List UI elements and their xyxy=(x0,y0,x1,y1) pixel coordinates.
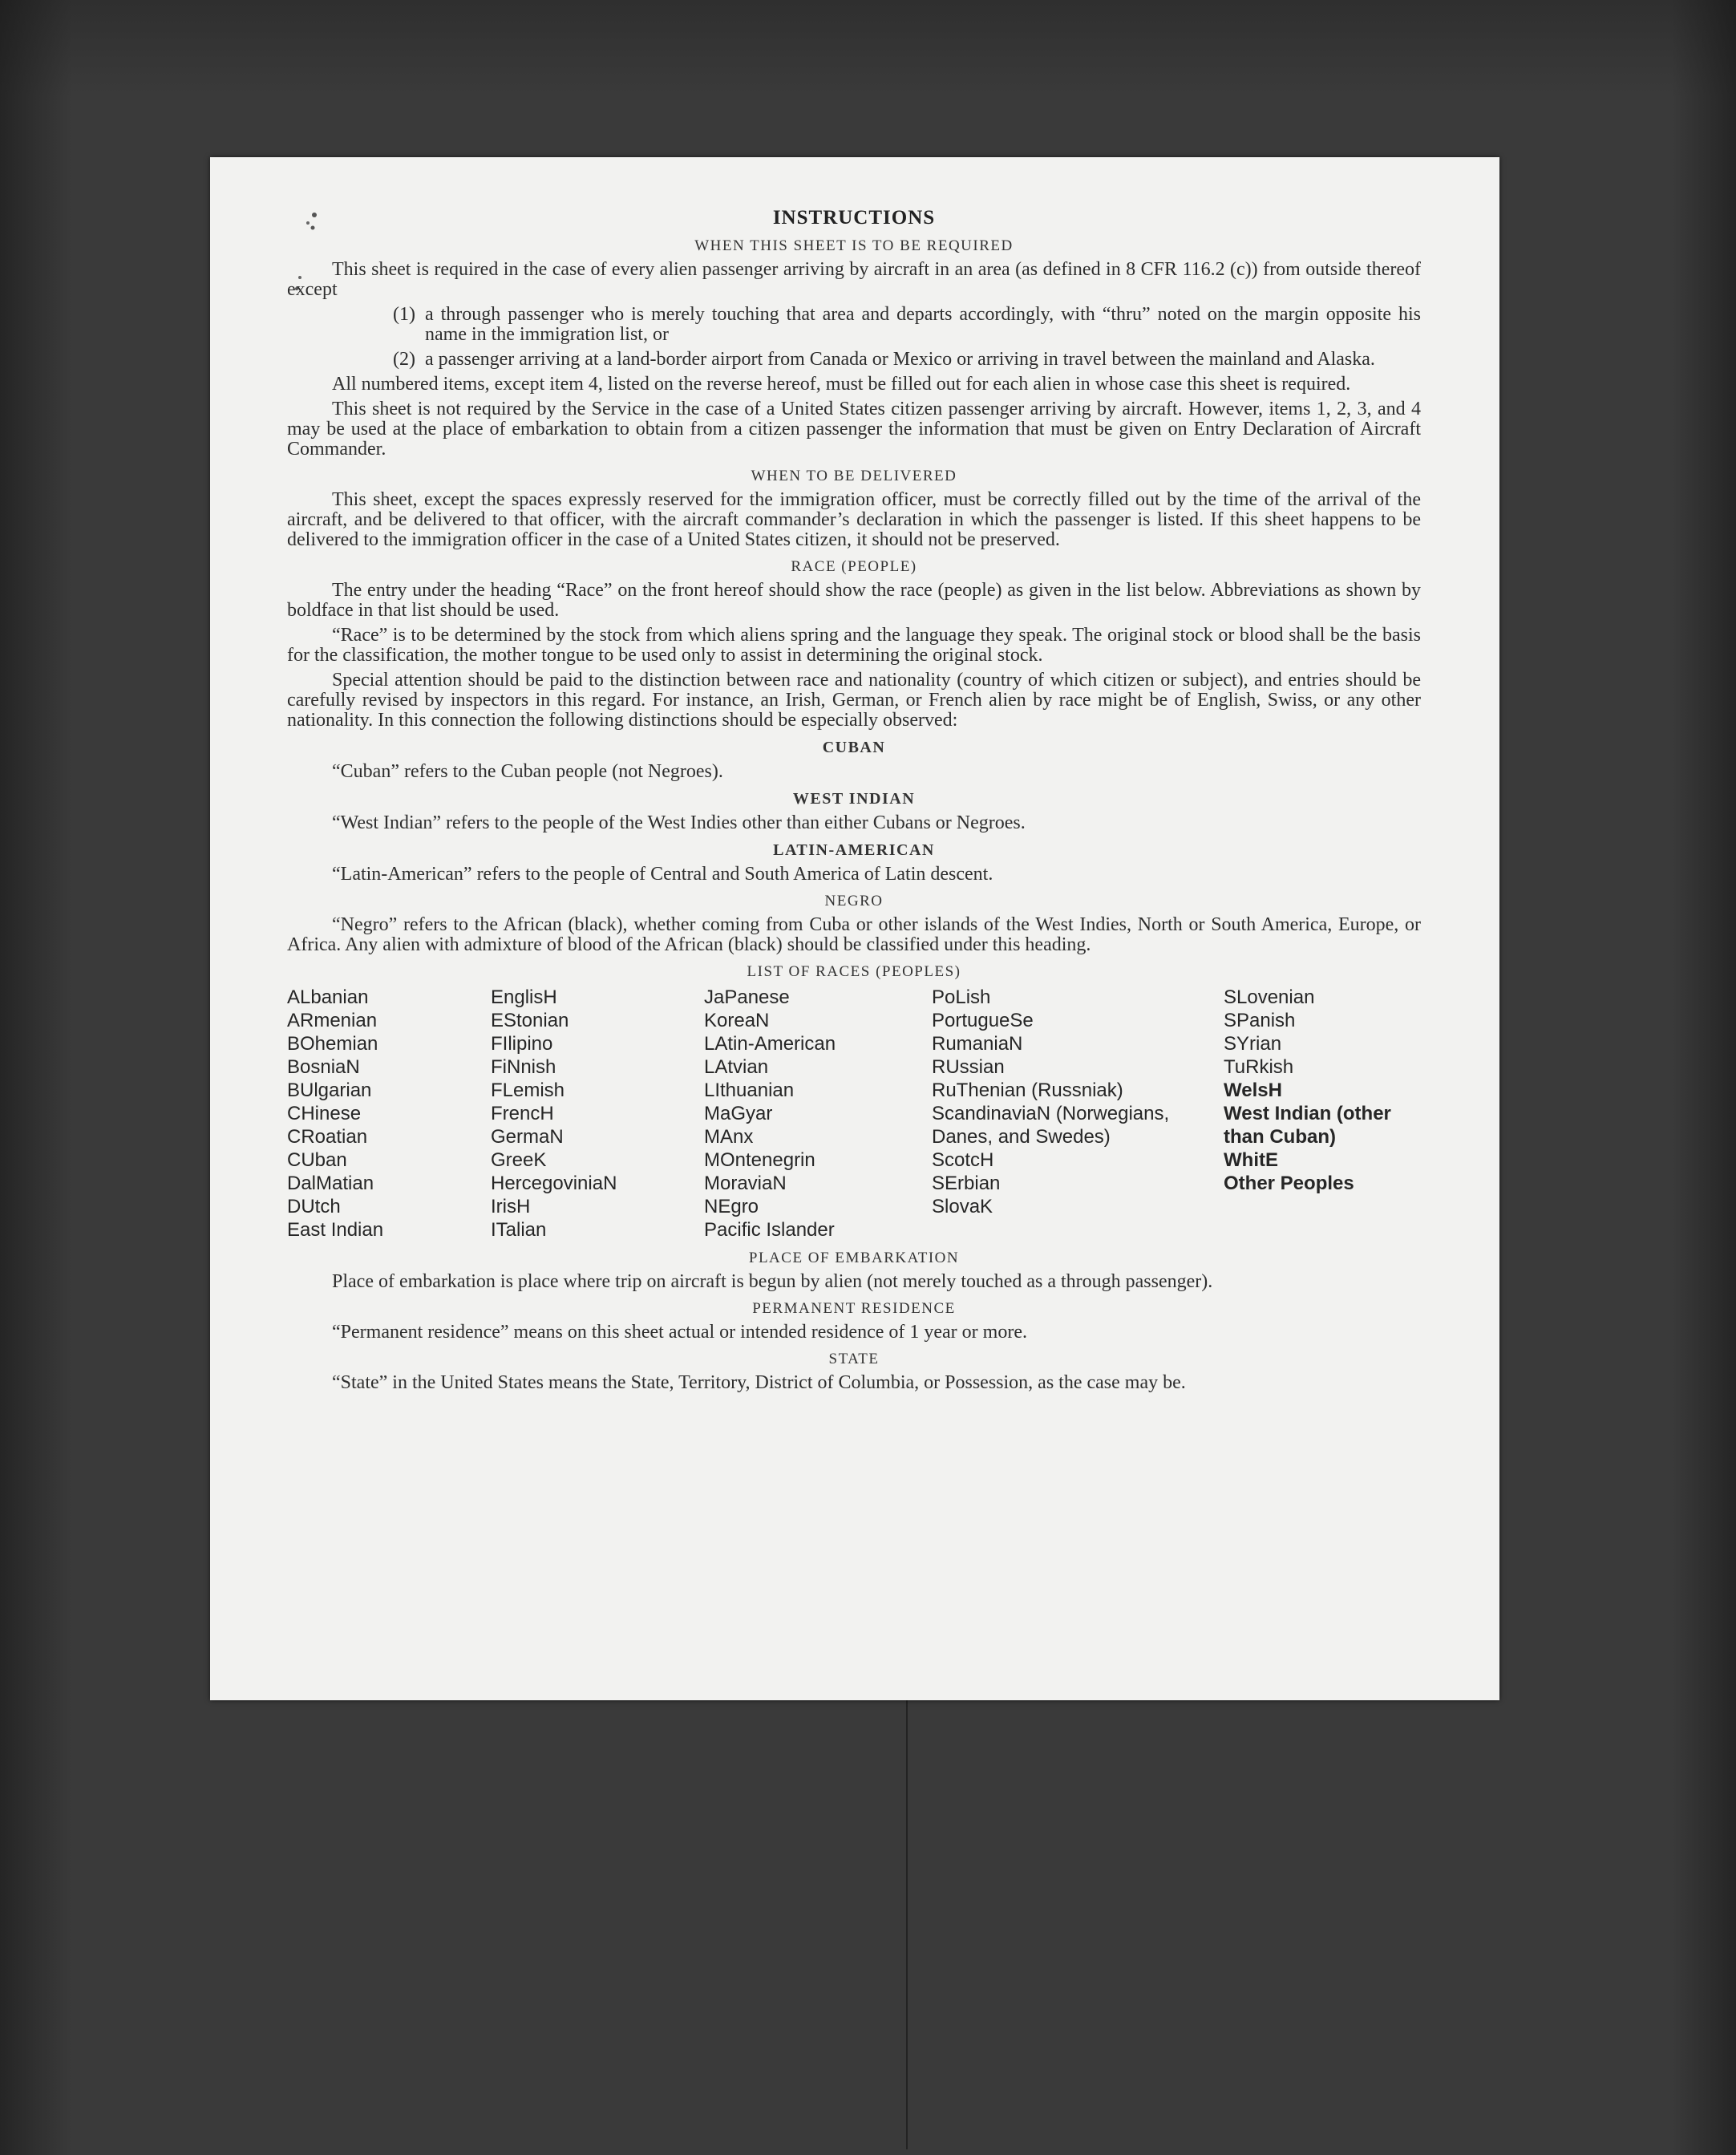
race-entry: CRoatian xyxy=(287,1126,368,1148)
race-entry: WelsH xyxy=(1224,1080,1282,1101)
race-entry: JaPanese xyxy=(704,986,790,1008)
race-entry: BUlgarian xyxy=(287,1080,372,1101)
instructions-content xyxy=(287,207,1421,1398)
when-required-intro: This sheet is required in the case of every alien passenger arriving by aircraft in an area (as defined in 8 CFR 116.2 (c)) from outside thereof except xyxy=(287,259,1421,300)
race-entry: GreeK xyxy=(491,1149,547,1171)
negro-text: “Negro” refers to the African (black), whether coming from Cuba or other islands of the West Indies, North or South America, Europe, or Africa. Any alien with admixture of blood of the African (black) should be classified under this heading. xyxy=(287,914,1421,955)
races-column-5 xyxy=(1224,986,1421,1242)
race-entry: RuThenian (Russniak) xyxy=(932,1080,1123,1101)
section-heading-west-indian: WEST INDIAN xyxy=(792,790,916,808)
race-entry: PoLish xyxy=(932,986,991,1008)
race-entry: FrencH xyxy=(491,1103,554,1124)
exception-text: a passenger arriving at a land-border airport from Canada or Mexico or arriving in travel between the mainland and Alaska. xyxy=(425,349,1375,370)
race-entry: Other Peoples xyxy=(1224,1173,1354,1194)
race-paragraph-2: “Race” is to be determined by the stock from which aliens spring and the language they speak. The original stock or blood shall be the basis for the classification, the mother tongue to be used only to assist in determining the original stock. xyxy=(287,625,1421,666)
race-entry: LAtvian xyxy=(704,1056,769,1078)
race-entry: MoraviaN xyxy=(704,1173,787,1194)
race-entry: MOntenegrin xyxy=(704,1149,815,1171)
race-entry: BosniaN xyxy=(287,1056,360,1078)
cuban-text: “Cuban” refers to the Cuban people (not Negroes). xyxy=(332,761,723,782)
race-entry: RumaniaN xyxy=(932,1033,1023,1055)
embarkation-text: Place of embarkation is place where trip on aircraft is begun by alien (not merely touched as a through passenger). xyxy=(332,1271,1213,1292)
race-entry: CHinese xyxy=(287,1103,362,1124)
race-entry: RUssian xyxy=(932,1056,1005,1078)
race-entry: FIlipino xyxy=(491,1033,553,1055)
exception-text: a through passenger who is merely touching that area and departs accordingly, with “thru” noted on the margin opposite his name in the immigration list, or xyxy=(425,304,1421,345)
race-entry: West Indian (other than Cuban) xyxy=(1224,1103,1391,1148)
races-column-1 xyxy=(287,986,491,1242)
race-entry: ALbanian xyxy=(287,986,369,1008)
races-column-3 xyxy=(704,986,932,1242)
west-indian-text: “West Indian” refers to the people of the West Indies other than either Cubans or Negroes. xyxy=(332,812,1026,833)
races-column-2 xyxy=(491,986,704,1242)
exception-number: (2) xyxy=(393,349,415,370)
race-entry: Pacific Islander xyxy=(704,1219,835,1241)
race-entry: ScandinaviaN (Norwegians, Danes, and Swedes) xyxy=(932,1103,1170,1148)
exception-number: (1) xyxy=(393,304,415,325)
races-column-4 xyxy=(932,986,1224,1242)
section-heading-race: RACE (PEOPLE) xyxy=(791,558,917,575)
section-heading-when-delivered: WHEN TO BE DELIVERED xyxy=(751,468,957,484)
race-entry: SLovenian xyxy=(1224,986,1315,1008)
race-entry: ITalian xyxy=(491,1219,547,1241)
race-entry: CUban xyxy=(287,1149,347,1171)
race-entry: FLemish xyxy=(491,1080,565,1101)
race-entry: ARmenian xyxy=(287,1010,378,1031)
race-entry: East Indian xyxy=(287,1219,384,1241)
numbered-items-paragraph: All numbered items, except item 4, listed on the reverse hereof, must be filled out for each alien in whose case this sheet is required. xyxy=(332,374,1351,395)
race-entry: SPanish xyxy=(1224,1010,1296,1031)
section-heading-negro: NEGRO xyxy=(824,893,884,909)
race-entry: DalMatian xyxy=(287,1173,374,1194)
section-heading-residence: PERMANENT RESIDENCE xyxy=(752,1300,956,1317)
race-entry: EnglisH xyxy=(491,986,557,1008)
instruction-sheet xyxy=(210,157,1499,1700)
citizen-paragraph: This sheet is not required by the Service in the case of a United States citizen passenger arriving by aircraft. However, items 1, 2, 3, and 4 may be used at the place of embarkation to obtain from a citizen passenger the information that must be given on Entry Declaration of Aircraft Commander. xyxy=(287,399,1421,460)
section-heading-when-required: WHEN THIS SHEET IS TO BE REQUIRED xyxy=(694,237,1014,254)
race-entry: NEgro xyxy=(704,1196,759,1217)
section-heading-latin-american: LATIN-AMERICAN xyxy=(773,841,935,859)
race-entry: MaGyar xyxy=(704,1103,773,1124)
races-list xyxy=(287,986,1421,1242)
when-delivered-text: This sheet, except the spaces expressly reserved for the immigration officer, must be correctly filled out by the time of the arrival of the aircraft, and be delivered to that officer, with the aircraft commander’s declaration in which the passenger is listed. If this sheet happens to be delivered to the immigration officer in the case of a United States citizen, it should not be preserved. xyxy=(287,489,1421,550)
race-paragraph-3: Special attention should be paid to the distinction between race and nationality (country of which citizen or subject), and entries should be carefully revised by inspectors in this regard. For instance, an Irish, German, or French alien by race might be of English, Swiss, or any other nationality. In this connection the following distinctions should be especially observed: xyxy=(287,670,1421,731)
race-entry: IrisH xyxy=(491,1196,531,1217)
section-heading-embarkation: PLACE OF EMBARKATION xyxy=(748,1250,960,1266)
race-entry: WhitE xyxy=(1224,1149,1278,1171)
race-entry: DUtch xyxy=(287,1196,341,1217)
race-entry: PortugueSe xyxy=(932,1010,1034,1031)
race-entry: LIthuanian xyxy=(704,1080,795,1101)
state-text: “State” in the United States means the State, Territory, District of Columbia, or Possession, as the case may be. xyxy=(332,1372,1186,1393)
race-entry: SlovaK xyxy=(932,1196,993,1217)
residence-text: “Permanent residence” means on this sheet actual or intended residence of 1 year or more. xyxy=(332,1322,1027,1343)
race-entry: EStonian xyxy=(491,1010,569,1031)
race-entry: GermaN xyxy=(491,1126,564,1148)
section-heading-state: STATE xyxy=(828,1351,880,1367)
race-entry: KoreaN xyxy=(704,1010,770,1031)
race-entry: SYrian xyxy=(1224,1033,1282,1055)
race-entry: ScotcH xyxy=(932,1149,994,1171)
latin-american-text: “Latin-American” refers to the people of Central and South America of Latin descent. xyxy=(332,864,993,885)
race-entry: SErbian xyxy=(932,1173,1001,1194)
exception-item xyxy=(287,305,1421,345)
race-entry: LAtin-American xyxy=(704,1033,836,1055)
race-paragraph-1: The entry under the heading “Race” on the front hereof should show the race (people) as given in the list below. Abbreviations as shown by boldface in that list should be used. xyxy=(287,580,1421,621)
race-entry: BOhemian xyxy=(287,1033,378,1055)
race-entry: TuRkish xyxy=(1224,1056,1294,1078)
page-title: INSTRUCTIONS xyxy=(772,207,936,229)
race-entry: HercegoviniaN xyxy=(491,1173,617,1194)
race-entry: MAnx xyxy=(704,1126,754,1148)
section-heading-races-list: LIST OF RACES (PEOPLES) xyxy=(747,963,961,980)
race-entry: FiNnish xyxy=(491,1056,556,1078)
scan-fold-line xyxy=(906,1700,908,2149)
section-heading-cuban: CUBAN xyxy=(822,739,886,756)
exception-item xyxy=(287,350,1421,370)
